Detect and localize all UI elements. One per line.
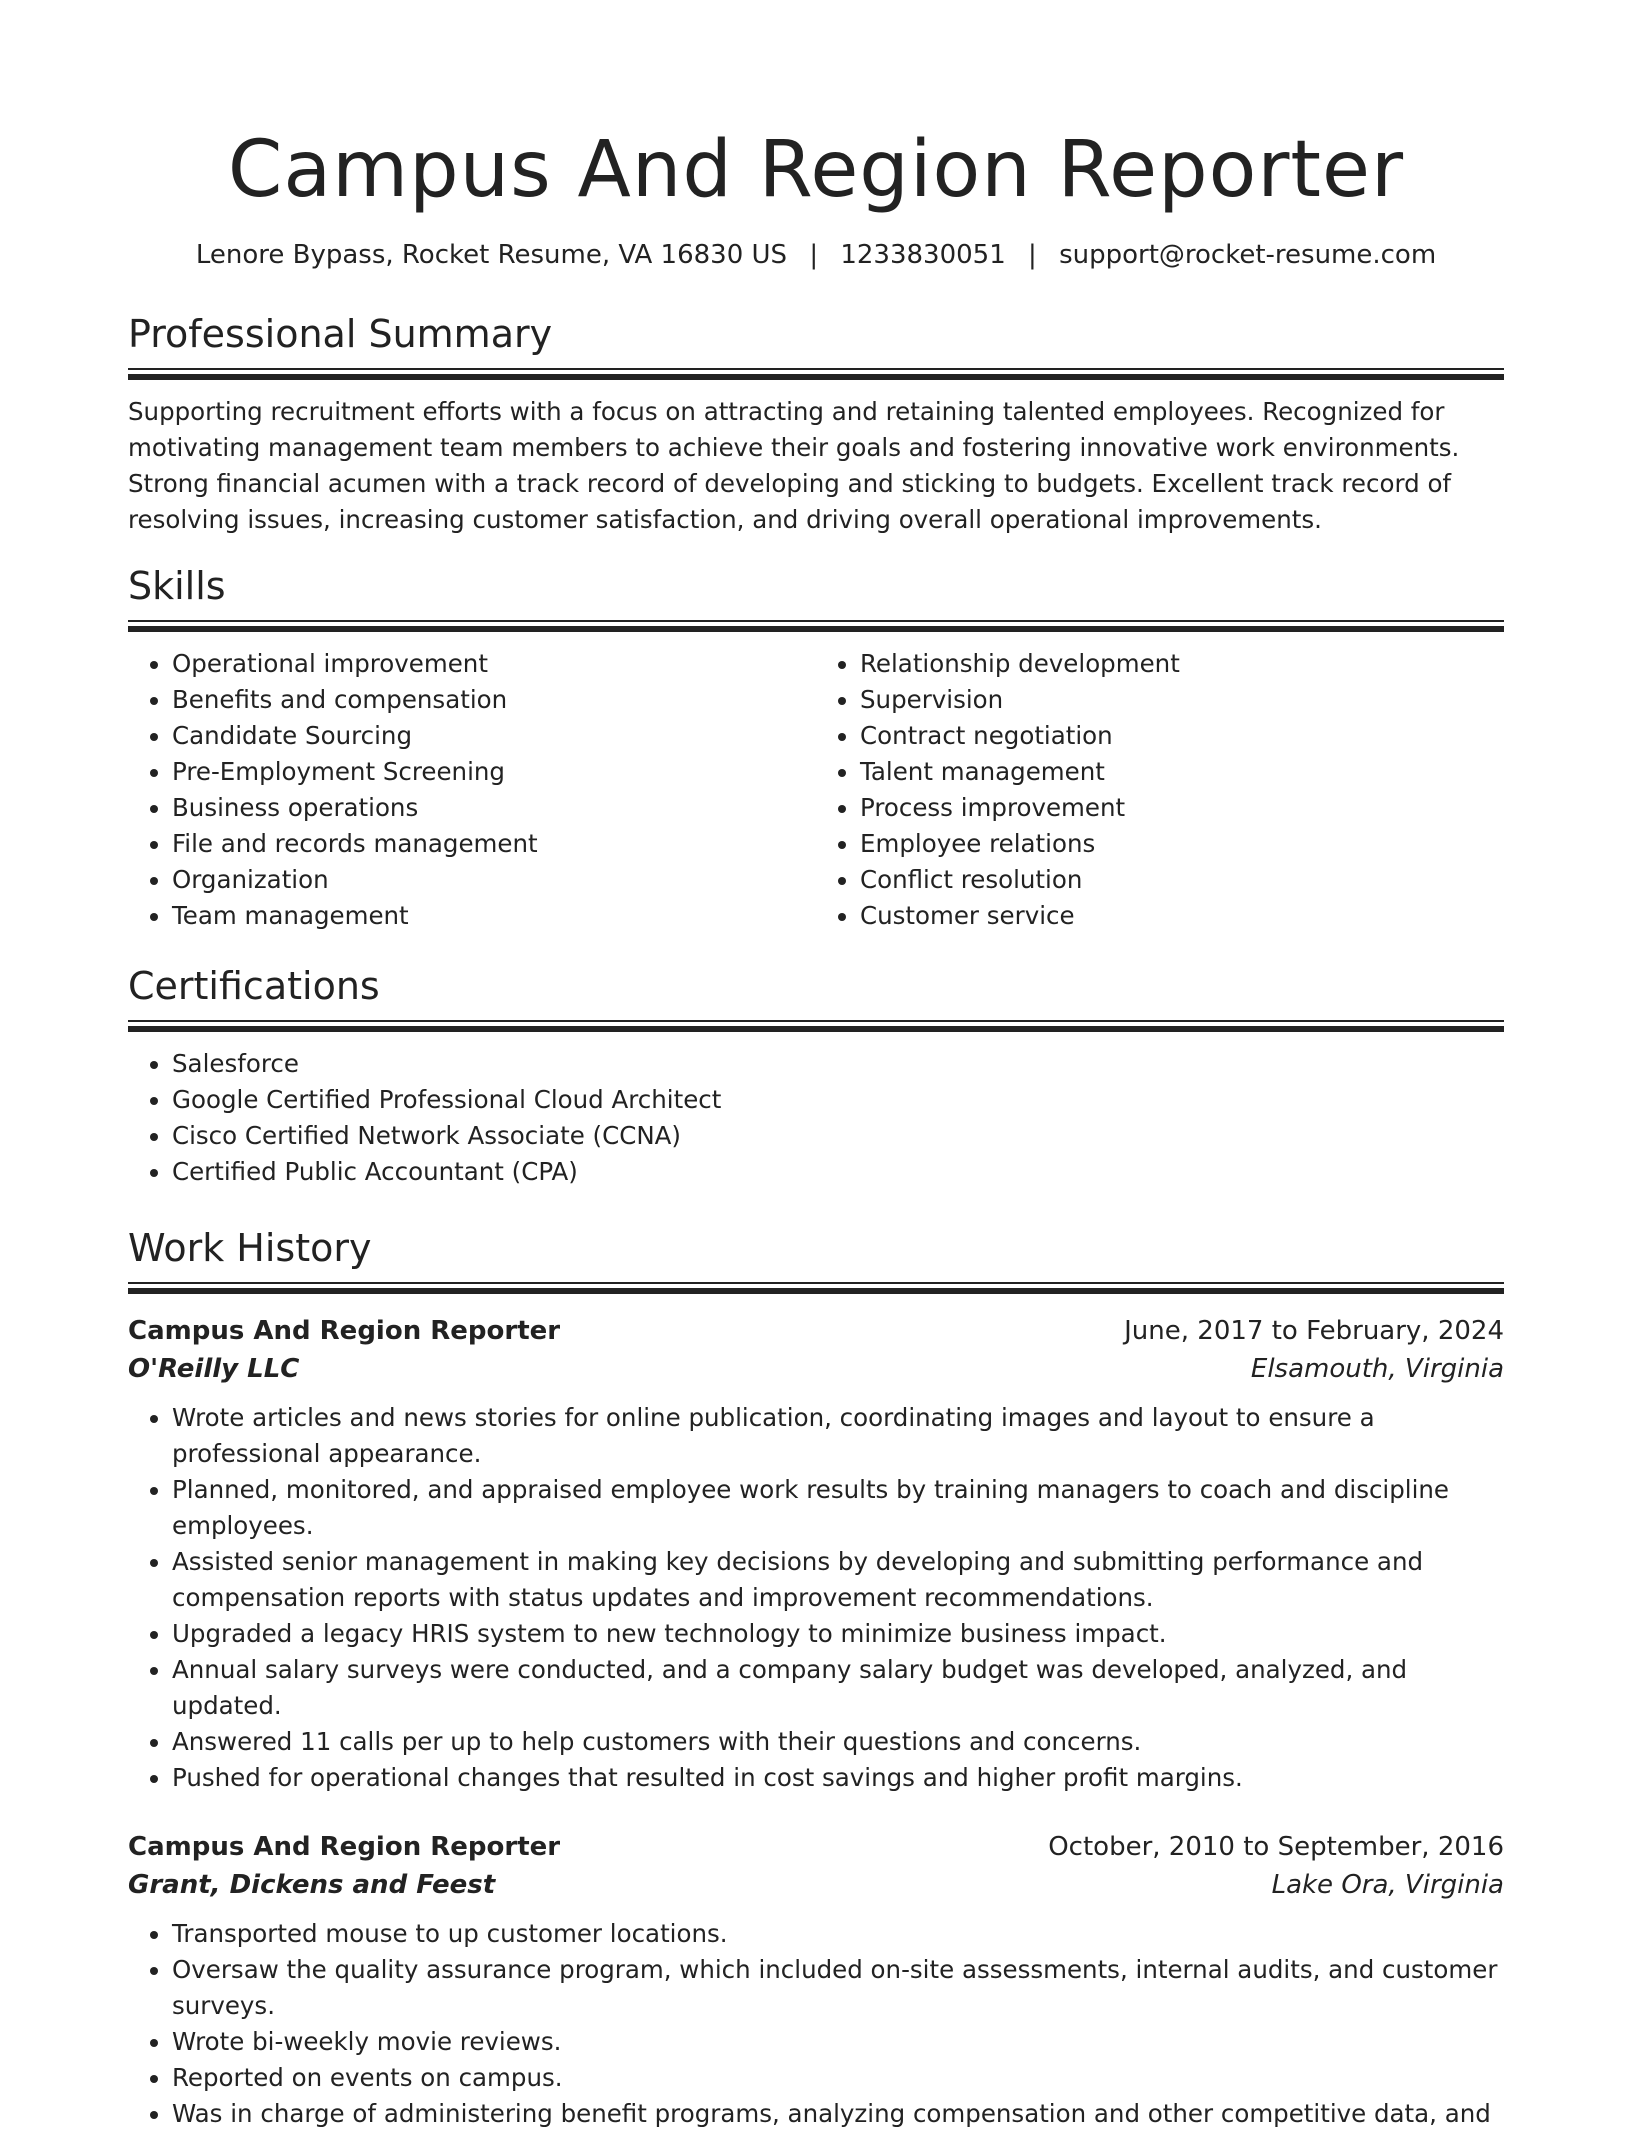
skill-item: • Benefits and compensation — [172, 682, 816, 718]
job-location: Elsamouth, Virginia — [1250, 1354, 1504, 1384]
skill-item: • Employee relations — [860, 826, 1504, 862]
summary-section — [128, 310, 1504, 538]
contact-line — [128, 238, 1504, 272]
job-company: O'Reilly LLC — [128, 1354, 300, 1384]
work-history-section — [128, 1224, 1504, 2132]
skills-list-right — [816, 646, 1504, 934]
job-bullet: • Oversaw the quality assurance program, which included on-site assessments, internal audits, and customer surveys. — [172, 1952, 1504, 2024]
certifications-list — [128, 1046, 1504, 1190]
job-subheader — [128, 1866, 1504, 1904]
certification-item: • Cisco Certified Network Associate (CCNA) — [172, 1118, 1504, 1154]
skill-item: • Talent management — [860, 754, 1504, 790]
contact-address: Lenore Bypass, Rocket Resume, VA 16830 US — [195, 240, 788, 270]
job-header — [128, 1312, 1504, 1350]
job-location: Lake Ora, Virginia — [1271, 1870, 1504, 1900]
job-bullet: • Assisted senior management in making key decisions by developing and submitting performance and compensation reports with status updates and improvement recommendations. — [172, 1544, 1504, 1616]
job-title: Campus And Region Reporter — [128, 1316, 561, 1346]
certification-item: • Google Certified Professional Cloud Architect — [172, 1082, 1504, 1118]
skill-item: • Conflict resolution — [860, 862, 1504, 898]
resume-page — [128, 0, 1504, 2132]
job-bullet: • Annual salary surveys were conducted, and a company salary budget was developed, analyzed, and updated. — [172, 1652, 1504, 1724]
summary-heading: Professional Summary — [128, 312, 553, 356]
skill-item: • Business operations — [172, 790, 816, 826]
job-bullet: • Reported on events on campus. — [172, 2060, 1504, 2096]
job-bullet: • Planned, monitored, and appraised employee work results by training managers to coach and discipline employees. — [172, 1472, 1504, 1544]
contact-separator: | — [1028, 240, 1037, 270]
skills-list-left — [128, 646, 816, 934]
section-divider — [128, 1020, 1504, 1032]
certification-item: • Certified Public Accountant (CPA) — [172, 1154, 1504, 1190]
job-bullets — [128, 1400, 1504, 1796]
job-bullets — [128, 1916, 1504, 2132]
job-subheader — [128, 1350, 1504, 1388]
section-divider — [128, 620, 1504, 632]
skill-item: • Candidate Sourcing — [172, 718, 816, 754]
job-bullet: • Wrote articles and news stories for online publication, coordinating images and layout to ensure a professional appearance. — [172, 1400, 1504, 1472]
certifications-section — [128, 962, 1504, 1190]
job-company: Grant, Dickens and Feest — [128, 1870, 496, 1900]
job-entry — [128, 1828, 1504, 2132]
job-dates: October, 2010 to September, 2016 — [1048, 1832, 1504, 1862]
skill-item: • Supervision — [860, 682, 1504, 718]
skills-columns — [128, 646, 1504, 934]
skill-item: • Contract negotiation — [860, 718, 1504, 754]
section-divider — [128, 368, 1504, 380]
job-bullet: • Transported mouse to up customer locations. — [172, 1916, 1504, 1952]
skill-item: • File and records management — [172, 826, 816, 862]
skill-item: • Team management — [172, 898, 816, 934]
work-history-heading: Work History — [128, 1226, 372, 1270]
job-bullet: • Upgraded a legacy HRIS system to new technology to minimize business impact. — [172, 1616, 1504, 1652]
certifications-heading: Certifications — [128, 964, 380, 1008]
skill-item: • Customer service — [860, 898, 1504, 934]
section-divider — [128, 1282, 1504, 1294]
job-bullet: • Pushed for operational changes that resulted in cost savings and higher profit margins. — [172, 1760, 1504, 1796]
skill-item: • Pre-Employment Screening — [172, 754, 816, 790]
job-dates: June, 2017 to February, 2024 — [1124, 1316, 1504, 1346]
job-header — [128, 1828, 1504, 1866]
job-bullet: • Wrote bi-weekly movie reviews. — [172, 2024, 1504, 2060]
job-title: Campus And Region Reporter — [128, 1832, 561, 1862]
skills-section — [128, 562, 1504, 934]
job-bullet: • Was in charge of administering benefit programs, analyzing compensation and other competitive data, and — [172, 2096, 1504, 2132]
contact-email: support@rocket-resume.com — [1059, 240, 1437, 270]
job-entry — [128, 1312, 1504, 1796]
skills-heading: Skills — [128, 564, 226, 608]
skill-item: • Relationship development — [860, 646, 1504, 682]
summary-text: Supporting recruitment efforts with a focus on attracting and retaining talented employees. Recognized for motivating management team members to achieve their goals and fostering innovative work environments. Strong financial acumen with a track record of developing and sticking to budgets. Excellent track record of resolving issues, increasing customer satisfaction, and driving overall operational improvements. — [128, 397, 1460, 534]
job-bullet: • Answered 11 calls per up to help customers with their questions and concerns. — [172, 1724, 1504, 1760]
resume-name: Campus And Region Reporter — [227, 125, 1405, 215]
skill-item: • Process improvement — [860, 790, 1504, 826]
skill-item: • Operational improvement — [172, 646, 816, 682]
skill-item: • Organization — [172, 862, 816, 898]
certification-item: • Salesforce — [172, 1046, 1504, 1082]
contact-separator: | — [809, 240, 819, 270]
contact-phone: 1233830051 — [840, 240, 1006, 270]
